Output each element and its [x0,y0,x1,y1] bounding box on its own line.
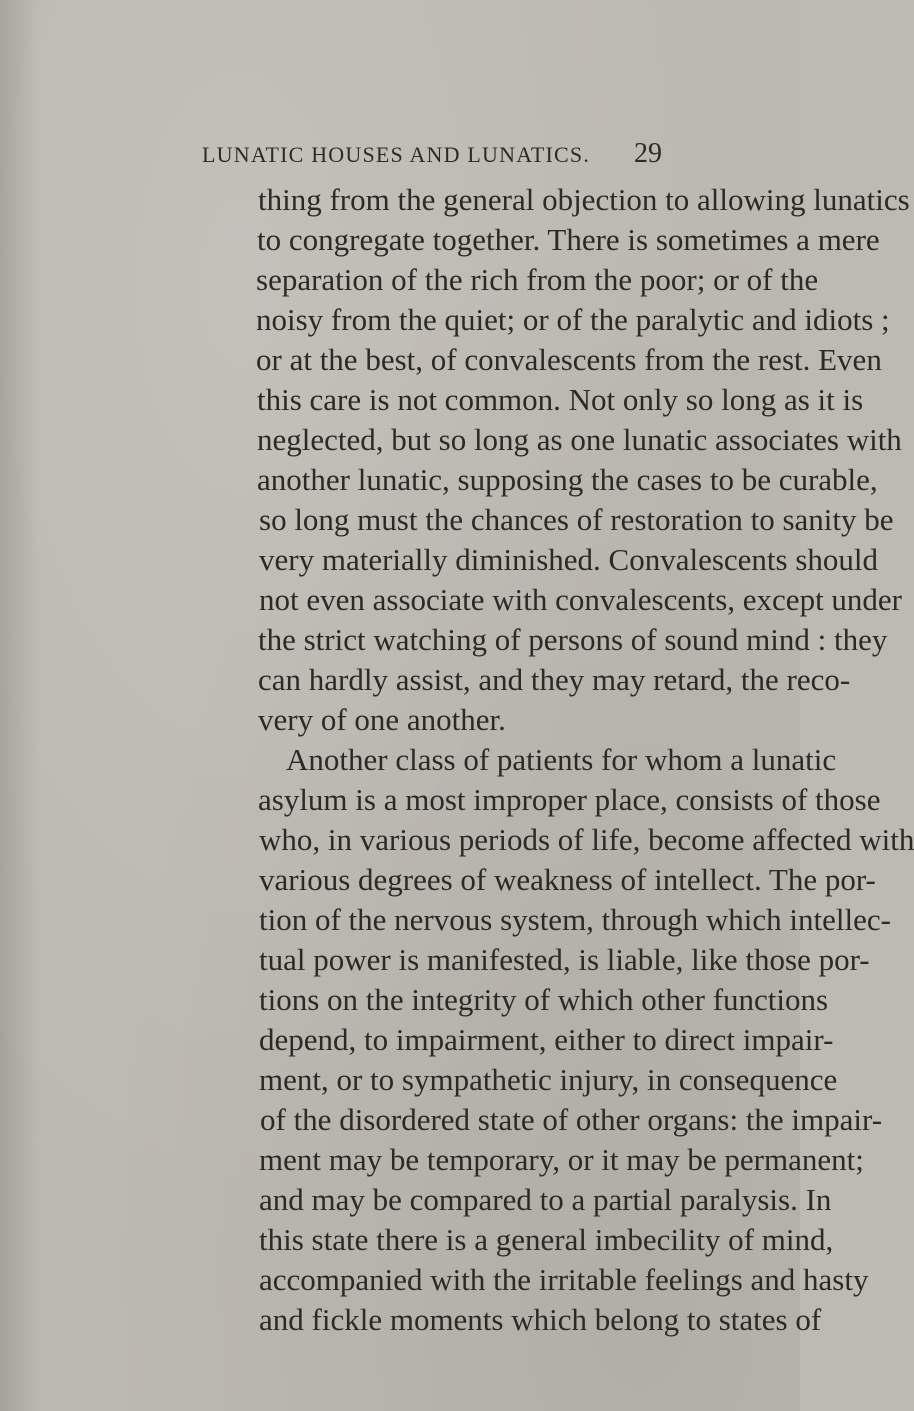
text-line: and fickle moments which belong to states of [259,1302,822,1337]
text-line: or at the best, of convalescents from the rest. Even [256,342,882,377]
text-line: this care is not common. Not only so long as it is [257,382,864,417]
text-line: thing from the general objection to allowing lunatics [258,182,910,217]
text-line: very of one another. [258,702,506,737]
text-line: neglected, but so long as one lunatic associates with [257,422,902,457]
text-line: the strict watching of persons of sound mind : they [258,622,888,657]
text-line: tual power is manifested, is liable, like those por- [259,942,870,977]
text-line: very materially diminished. Convalescents should [259,542,879,577]
text-line: so long must the chances of restoration to sanity be [259,502,894,537]
page-number: 29 [634,138,662,169]
text-line: and may be compared to a partial paralysis. In [259,1182,832,1217]
text-line: various degrees of weakness of intellect. The por- [259,862,876,897]
text-line: who, in various periods of life, become affected with [259,822,914,857]
text-line: another lunatic, supposing the cases to be curable, [257,462,878,497]
running-head-title: LUNATIC HOUSES AND LUNATICS. [202,142,591,167]
text-line: asylum is a most improper place, consists of those [258,782,881,817]
text-line: to congregate together. There is sometimes a mere [257,222,880,257]
text-line: tions on the integrity of which other functions [259,982,829,1017]
text-line: not even associate with convalescents, except under [259,582,903,617]
text-line: Another class of patients for whom a lunatic [286,742,837,777]
text-line: tion of the nervous system, through which intellec- [259,902,891,937]
text-line: accompanied with the irritable feelings and hasty [259,1262,869,1297]
text-line: ment, or to sympathetic injury, in consequence [259,1062,838,1097]
text-line: this state there is a general imbecility of mind, [259,1222,834,1257]
text-line: of the disordered state of other organs: the impair- [260,1102,883,1137]
text-line: noisy from the quiet; or of the paralytic and idiots ; [256,302,890,337]
text-line: depend, to impairment, either to direct impair- [259,1022,834,1057]
text-line: can hardly assist, and they may retard, the reco- [258,662,851,697]
gutter-shadow [0,0,40,1411]
running-head [202,138,662,174]
text-line: ment may be temporary, or it may be permanent; [259,1142,864,1177]
text-line: separation of the rich from the poor; or of the [256,262,819,297]
